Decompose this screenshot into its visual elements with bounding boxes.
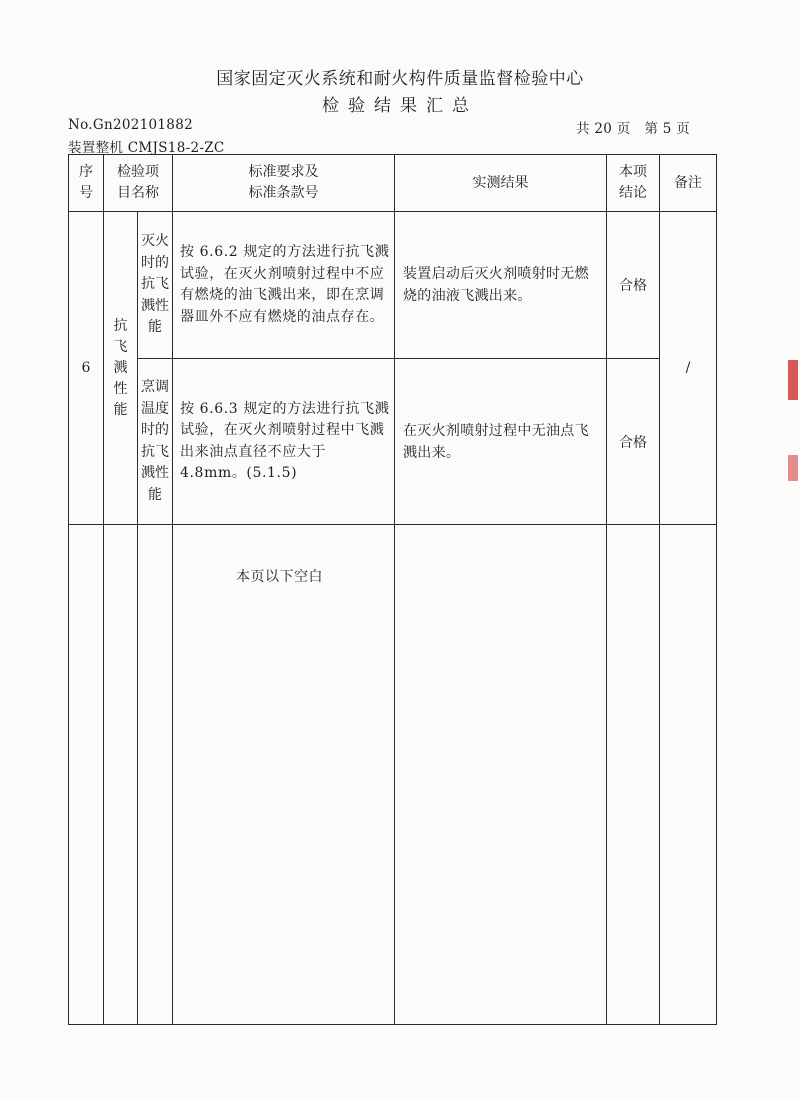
conclusion-cell: 合格 <box>607 212 660 359</box>
table-row <box>69 212 717 359</box>
sub-item-line: 温度 <box>141 400 169 417</box>
seq-cell: 6 <box>69 212 104 525</box>
report-number: No.Gn202101882 <box>68 117 193 133</box>
header-result: 实测结果 <box>395 155 607 212</box>
main-item-char: 溅 <box>113 359 128 376</box>
header-row <box>69 155 717 212</box>
blank-row <box>69 525 717 1025</box>
sub-item-label <box>138 231 172 339</box>
seal-edge-mark <box>788 360 798 400</box>
device-model: 装置整机 CMJS18-2-ZC <box>68 140 225 156</box>
standard-cell: 按 6.6.2 规定的方法进行抗飞溅试验，在灭火剂喷射过程中不应有燃烧的油飞溅出来，即在烹调器皿外不应有燃烧的油点存在。 <box>173 212 395 359</box>
document-title: 国家固定灭火系统和耐火构件质量监督检验中心 <box>216 69 584 89</box>
main-item-char: 能 <box>113 401 128 418</box>
standard-cell: 按 6.6.3 规定的方法进行抗飞溅试验，在灭火剂喷射过程中飞溅出来油点直径不应大于 4.8mm。(5.1.5) <box>173 359 395 525</box>
sub-item-cell <box>138 359 173 525</box>
main-item-char: 抗 <box>113 317 128 334</box>
result-cell: 在灭火剂喷射过程中无油点飞溅出来。 <box>395 359 607 525</box>
header-standard: 标准要求及 标准条款号 <box>173 155 395 212</box>
sub-item-line: 时的 <box>141 422 169 438</box>
page-info: 共 20 页 第 5 页 <box>576 121 691 137</box>
main-item-label <box>104 316 137 421</box>
sub-item-line: 时的 <box>141 254 169 271</box>
results-table <box>68 154 717 1025</box>
seal-edge-mark <box>788 455 798 481</box>
header-remark: 备注 <box>660 155 717 212</box>
main-item-cell <box>104 212 138 525</box>
sub-item-line: 溅性 <box>141 465 169 481</box>
result-cell: 装置启动后灭火剂喷射时无燃烧的油液飞溅出来。 <box>395 212 607 359</box>
sub-item-line: 能 <box>148 319 162 336</box>
sub-item-line: 灭火 <box>141 233 169 250</box>
sub-item-line: 抗飞 <box>141 276 169 293</box>
header-item: 检验项 目名称 <box>104 155 173 212</box>
header-seq: 序 号 <box>69 155 104 212</box>
blank-below-note: 本页以下空白 <box>236 569 323 585</box>
sub-item-line: 能 <box>148 486 162 503</box>
remark-value: / <box>685 360 691 376</box>
main-item-char: 飞 <box>113 338 128 355</box>
table-row <box>69 359 717 525</box>
sub-item-line: 抗飞 <box>141 443 169 460</box>
remark-cell <box>660 212 717 525</box>
sub-item-cell <box>138 212 173 359</box>
main-item-char: 性 <box>113 380 128 397</box>
sub-item-line: 烹调 <box>141 379 169 395</box>
conclusion-cell: 合格 <box>607 359 660 525</box>
header-conclusion: 本项 结论 <box>607 155 660 212</box>
sub-item-line: 溅性 <box>141 297 169 314</box>
document-subtitle: 检验结果汇总 <box>322 96 478 116</box>
sub-item-label <box>138 377 172 506</box>
